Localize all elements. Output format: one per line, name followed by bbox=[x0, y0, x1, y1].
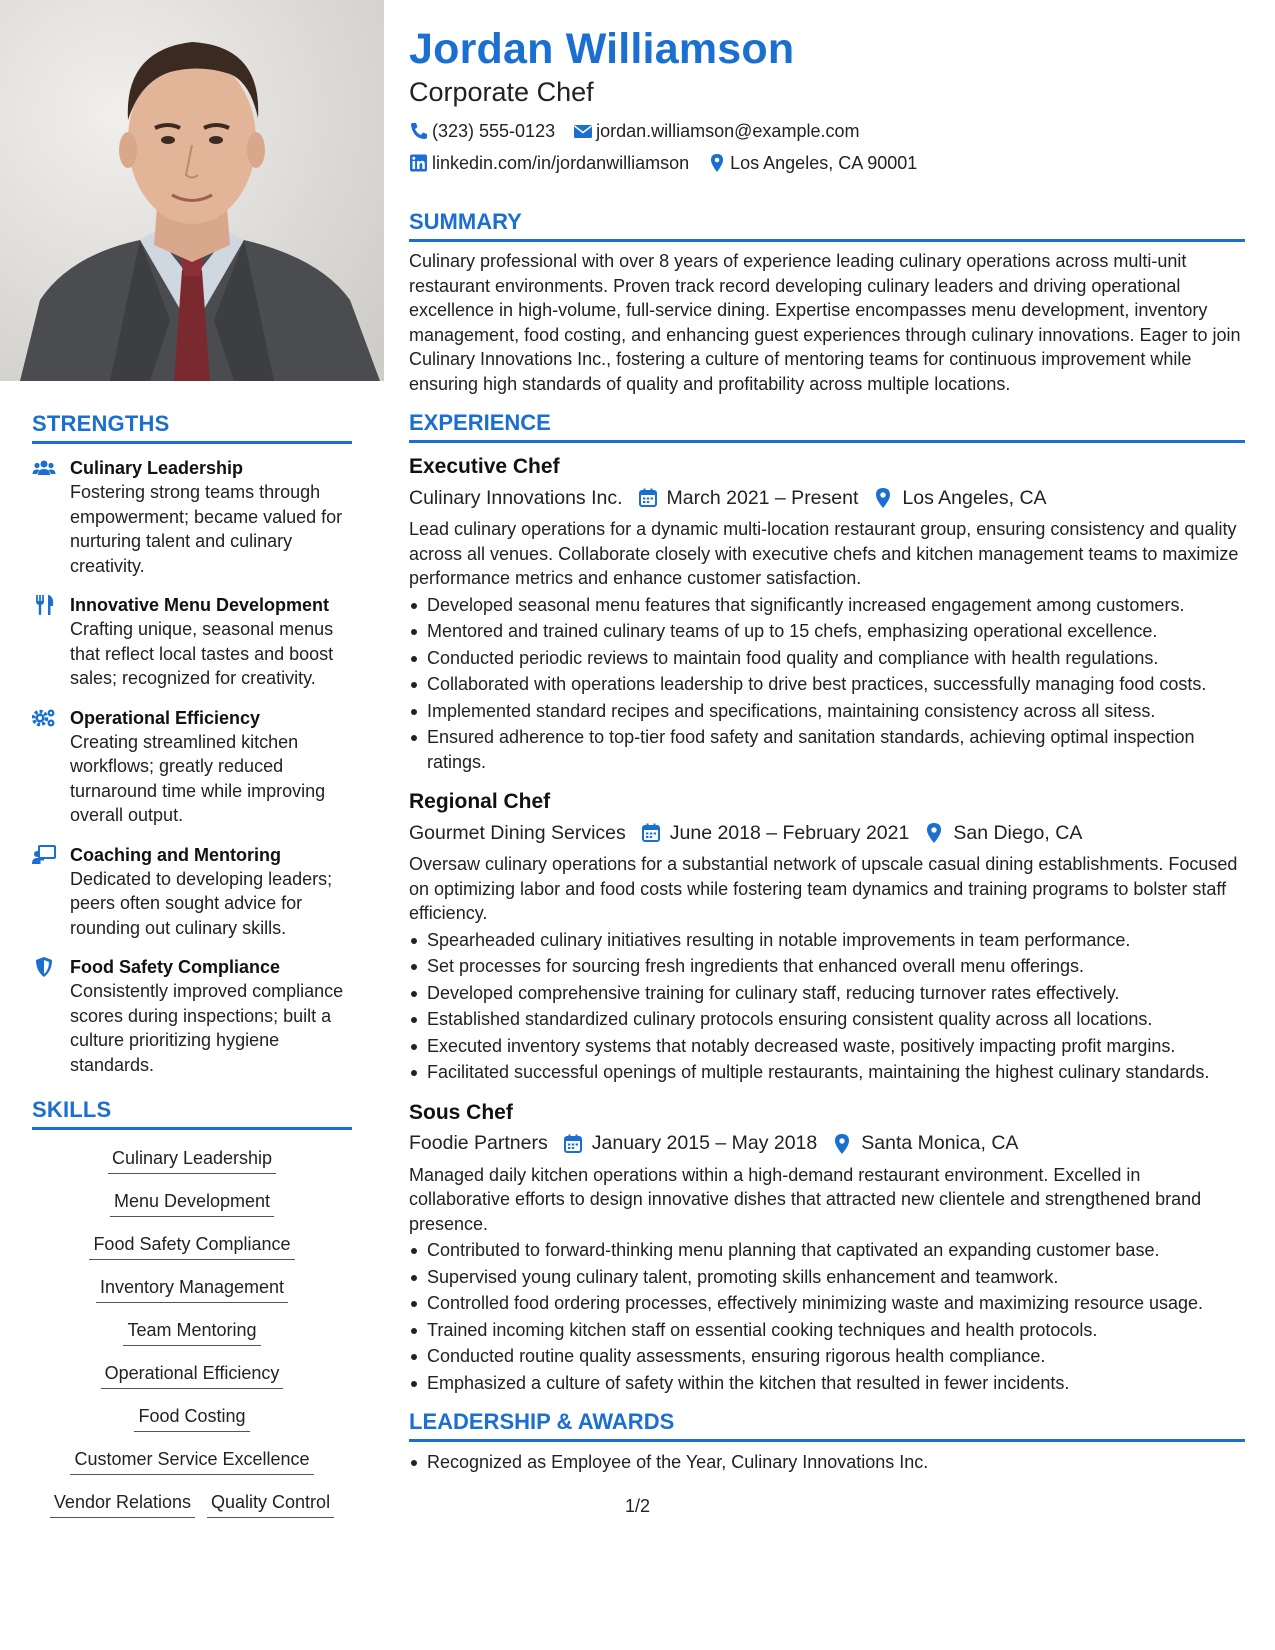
contact-info bbox=[409, 115, 1245, 179]
candidate-role: Corporate Chef bbox=[409, 77, 594, 107]
strength-item bbox=[32, 593, 352, 691]
phone-text: (323) 555-0123 bbox=[432, 120, 556, 141]
utensils-icon bbox=[32, 593, 70, 691]
email-contact[interactable] bbox=[573, 121, 859, 142]
experience-heading: EXPERIENCE bbox=[409, 410, 1245, 443]
awards-section bbox=[409, 1409, 1245, 1475]
list-item: Spearheaded culinary initiatives resulting in notable improvements in team performance. bbox=[409, 928, 1245, 953]
job-bullets bbox=[409, 593, 1245, 775]
list-item: Emphasized a culture of safety within the kitchen that resulted in fewer incidents. bbox=[409, 1371, 1245, 1396]
job-company: Gourmet Dining Services bbox=[409, 821, 626, 844]
job-company: Foodie Partners bbox=[409, 1132, 548, 1154]
strengths-heading: STRENGTHS bbox=[32, 411, 352, 444]
list-item: Established standardized culinary protocols ensuring consistent quality across all locations. bbox=[409, 1007, 1245, 1032]
summary-section bbox=[409, 209, 1245, 396]
job-bullets bbox=[409, 1238, 1245, 1395]
job-dates: June 2018 – February 2021 bbox=[669, 821, 910, 844]
skill-tag: Customer Service Excellence bbox=[70, 1449, 313, 1475]
job-meta bbox=[409, 1129, 1245, 1159]
skill-tag: Food Safety Compliance bbox=[89, 1234, 294, 1260]
list-item: Conducted periodic reviews to maintain food quality and compliance with health regulations. bbox=[409, 646, 1245, 671]
strength-desc: Dedicated to developing leaders; peers often sought advice for rounding out culinary skills. bbox=[70, 868, 333, 938]
job-description: Managed daily kitchen operations within a high-demand restaurant environment. Excelled in collaborative efforts to design innovative dishes that attracted new clientele and strengthened brand presence. bbox=[409, 1164, 1202, 1234]
list-item: Controlled food ordering processes, effectively minimizing waste and maximizing resource usage. bbox=[409, 1291, 1245, 1316]
list-item: Supervised young culinary talent, promoting skills enhancement and teamwork. bbox=[409, 1265, 1245, 1290]
skill-tag: Team Mentoring bbox=[123, 1320, 260, 1346]
strength-title: Operational Efficiency bbox=[70, 707, 261, 728]
skill-tag: Operational Efficiency bbox=[101, 1363, 284, 1389]
list-item: Recognized as Employee of the Year, Culinary Innovations Inc. bbox=[409, 1450, 1245, 1475]
page-number: 1/2 bbox=[624, 1496, 651, 1516]
awards-heading: LEADERSHIP & AWARDS bbox=[409, 1409, 1245, 1442]
skills-list bbox=[32, 1142, 352, 1529]
job-dates: March 2021 – Present bbox=[666, 486, 859, 509]
shield-icon bbox=[32, 955, 70, 1077]
list-item: Collaborated with operations leadership to drive best practices, successfully managing food costs. bbox=[409, 672, 1245, 697]
job-location: Santa Monica, CA bbox=[861, 1132, 1019, 1154]
linkedin-contact[interactable] bbox=[409, 153, 689, 174]
right-column bbox=[409, 22, 1245, 1477]
map-marker-icon bbox=[872, 487, 894, 509]
job-bullets bbox=[409, 928, 1245, 1085]
skill-tag: Food Costing bbox=[134, 1406, 249, 1432]
location-contact bbox=[707, 153, 917, 174]
calendar-icon bbox=[562, 1133, 584, 1155]
strength-item bbox=[32, 456, 352, 578]
location-text: Los Angeles, CA 90001 bbox=[730, 152, 918, 173]
list-item: Facilitated successful openings of multiple restaurants, maintaining the highest culinary standards. bbox=[409, 1060, 1245, 1085]
strength-title: Food Safety Compliance bbox=[70, 957, 281, 977]
list-item: Set processes for sourcing fresh ingredients that enhanced overall menu offerings. bbox=[409, 954, 1245, 979]
map-marker-icon bbox=[923, 822, 945, 844]
phone-icon bbox=[409, 122, 429, 140]
left-column bbox=[0, 0, 384, 1650]
phone-contact[interactable] bbox=[409, 121, 555, 142]
job-entry bbox=[409, 453, 1245, 774]
job-description: Oversaw culinary operations for a substantial network of upscale casual dining establishments. Focused on optimizing labor and food costs while fostering team dynamics and training programs to bolster staff efficiency. bbox=[409, 854, 1238, 923]
job-description: Lead culinary operations for a dynamic multi-location restaurant group, ensuring consistency and quality across all venues. Collaborate closely with executive chefs and kitchen management teams to maximize performance metrics and enhance customer satisfaction. bbox=[409, 519, 1239, 588]
strength-desc: Creating streamlined kitchen workflows; greatly reduced turnaround time while improving overall output. bbox=[70, 731, 326, 825]
list-item: Developed seasonal menu features that significantly increased engagement among customers. bbox=[409, 593, 1245, 618]
summary-heading: SUMMARY bbox=[409, 209, 1245, 242]
chalkboard-teacher-icon bbox=[32, 843, 70, 941]
strength-item bbox=[32, 706, 352, 828]
strength-item bbox=[32, 843, 352, 941]
job-title: Regional Chef bbox=[409, 790, 551, 813]
linkedin-text: linkedin.com/in/jordanwilliamson bbox=[432, 152, 690, 173]
envelope-icon bbox=[573, 122, 593, 140]
job-company: Culinary Innovations Inc. bbox=[409, 486, 623, 509]
summary-text: Culinary professional with over 8 years of experience leading culinary operations across multi-unit restaurant environments. Proven track record developing culinary leaders and driving operational excellence in high-volume, full-service dining. Expertise encompasses menu development, inventory management, food costing, and enhancing guest experiences through culinary innovations. Eager to join Culinary Innovations Inc., fostering a culture of mentoring teams for continuous improvement while ensuring high standards of quality and profitability across multiple locations. bbox=[409, 251, 1241, 394]
list-item: Conducted routine quality assessments, ensuring rigorous health compliance. bbox=[409, 1344, 1245, 1369]
awards-list bbox=[409, 1450, 1245, 1475]
list-item: Trained incoming kitchen staff on essential cooking techniques and health protocols. bbox=[409, 1318, 1245, 1343]
map-marker-icon bbox=[707, 154, 727, 172]
job-dates: January 2015 – May 2018 bbox=[591, 1132, 818, 1154]
job-meta bbox=[409, 818, 1245, 848]
strength-desc: Consistently improved compliance scores during inspections; built a culture prioritizing hygiene standards. bbox=[70, 981, 344, 1075]
job-entry bbox=[409, 788, 1245, 1085]
list-item: Executed inventory systems that notably decreased waste, positively impacting profit margins. bbox=[409, 1034, 1245, 1059]
email-text: jordan.williamson@example.com bbox=[596, 120, 860, 141]
gears-icon bbox=[32, 706, 70, 828]
skills-heading: SKILLS bbox=[32, 1097, 352, 1130]
list-item: Contributed to forward-thinking menu planning that captivated an expanding customer base. bbox=[409, 1238, 1245, 1263]
strength-title: Innovative Menu Development bbox=[70, 595, 330, 615]
list-item: Developed comprehensive training for culinary staff, reducing turnover rates effectively. bbox=[409, 981, 1245, 1006]
skill-tag: Inventory Management bbox=[96, 1277, 288, 1303]
skill-tag: Quality Control bbox=[207, 1492, 334, 1518]
skill-tag: Vendor Relations bbox=[50, 1492, 195, 1518]
skill-tag: Menu Development bbox=[110, 1191, 274, 1217]
job-location: San Diego, CA bbox=[953, 821, 1083, 844]
linkedin-icon bbox=[409, 154, 429, 172]
strength-item bbox=[32, 955, 352, 1077]
list-item: Mentored and trained culinary teams of up to 15 chefs, emphasizing operational excellence. bbox=[409, 619, 1245, 644]
experience-section bbox=[409, 410, 1245, 1395]
list-item: Implemented standard recipes and specifications, maintaining consistency across all sitess. bbox=[409, 699, 1245, 724]
strength-desc: Fostering strong teams through empowerment; became valued for nurturing talent and culinary creativity. bbox=[70, 482, 343, 576]
strength-title: Culinary Leadership bbox=[70, 458, 244, 478]
calendar-icon bbox=[640, 822, 662, 844]
strength-title: Coaching and Mentoring bbox=[70, 844, 281, 865]
job-title: Sous Chef bbox=[409, 1100, 513, 1124]
job-title: Executive Chef bbox=[409, 455, 560, 478]
job-meta bbox=[409, 483, 1245, 513]
skill-tag: Culinary Leadership bbox=[108, 1148, 276, 1174]
strength-desc: Crafting unique, seasonal menus that reflect local tastes and boost sales; recognized for creativity. bbox=[70, 619, 334, 688]
job-entry bbox=[409, 1099, 1245, 1396]
profile-photo bbox=[0, 0, 384, 381]
list-item: Ensured adherence to top-tier food safety and sanitation standards, achieving optimal inspection ratings. bbox=[409, 725, 1245, 774]
users-icon bbox=[32, 456, 70, 578]
map-marker-icon bbox=[831, 1133, 853, 1155]
candidate-name: Jordan Williamson bbox=[409, 25, 795, 73]
job-location: Los Angeles, CA bbox=[902, 486, 1047, 509]
strengths-list bbox=[32, 456, 352, 1077]
calendar-icon bbox=[637, 487, 659, 509]
